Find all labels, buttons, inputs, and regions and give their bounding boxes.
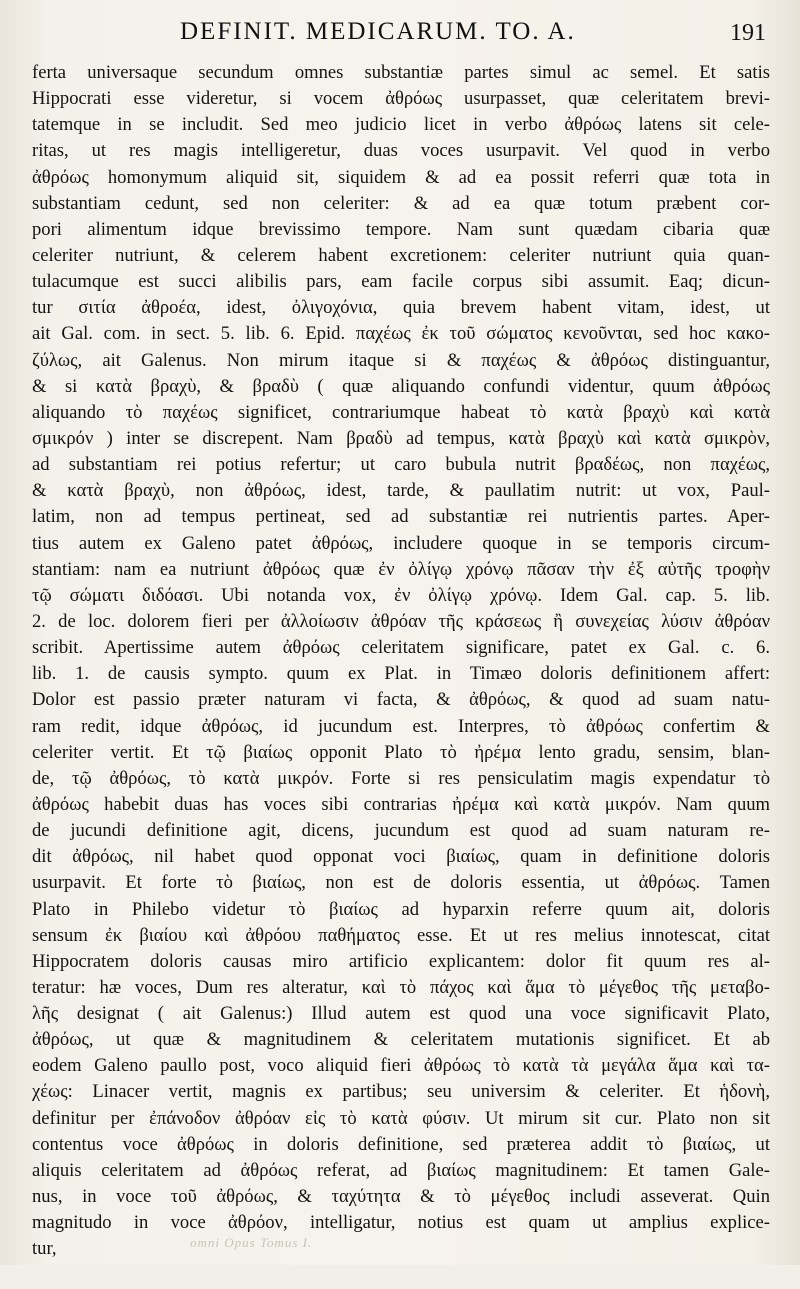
text-line: dit ἀθρόως, nil habet quod opponat voci βιαίως, quam in definitione doloris <box>32 846 770 868</box>
text-line: Plato in Philebo videtur τὸ βιαίως ad hyparxin referre quum ait, doloris <box>32 898 770 920</box>
text-line: ἀθρόως habebit duas has voces sibi contrarias ἠρέμα καὶ κατὰ μικρόν. Nam quum <box>32 793 770 815</box>
text-line: λῆς designat ( ait Galenus:) Illud autem est quod una voce significavit Plato, <box>32 1003 770 1025</box>
text-line-catchword <box>32 1262 770 1288</box>
text-line: nus, in voce τοῦ ἀθρόως, & ταχύτητα & τὸ μέγεθος includi asseverat. Quin <box>32 1186 770 1208</box>
show-through-text: omni Opus Tomus I. <box>190 1235 313 1250</box>
text-line: pori alimentum idque brevissimo tempore. Nam sunt quædam cibaria quæ <box>32 218 770 240</box>
text-line: contentus voce ἀθρόως in doloris definitione, sed præterea addit τὸ βιαίως, ut <box>32 1133 770 1155</box>
text-line: ait Gal. com. in sect. 5. lib. 6. Epid. παχέως ἐκ τοῦ σώματος κενοῦνται, sed hoc κακο- <box>32 323 770 345</box>
text-line: definitur per ἐπάνοδον ἀθρόαν εἰς τὸ κατὰ φύσιν. Ut mirum sit cur. Plato non sit <box>32 1107 770 1129</box>
text-line: Hippocrati esse videretur, si vocem ἀθρόως usurpasset, quæ celeritatem brevi- <box>32 88 770 110</box>
text-line: celeriter vertit. Et τῷ βιαίως opponit Plato τὸ ἠρέμα lento gradu, sensim, blan- <box>32 741 770 763</box>
text-line: & si κατὰ βραχὺ, & βραδὺ ( quæ aliquando confundi videntur, quum ἀθρόως <box>32 375 770 397</box>
text-line: stantiam: nam ea nutriunt ἀθρόως quæ ἐν ὀλίγῳ χρόνῳ πᾶσαν τὴν ἐξ αὐτῆς τροφὴν <box>32 558 770 580</box>
text-line: de jucundi definitione agit, dicens, jucundum est quod ad suam naturam re- <box>32 820 770 842</box>
text-line: eodem Galeno paullo post, voco aliquid fieri ἀθρόως τὸ κατὰ τὰ μεγάλα ἅμα καὶ τα- <box>32 1055 770 1077</box>
text-line: χέως: Linacer vertit, magnis ex partibus; seu universim & celeriter. Et ἡδονὴ, <box>32 1081 770 1103</box>
text-line: aliquis celeritatem ad ἀθρόως referat, ad βιαίως magnitudinem: Et tamen Gale- <box>32 1159 770 1181</box>
text-line: ritas, ut res magis intelligeretur, duas voces usurpavit. Vel quod in verbo <box>32 140 770 162</box>
running-head: DEFINIT. MEDICARUM. TO. A. <box>180 18 576 45</box>
text-line: ζύλως, ait Galenus. Non mirum itaque si & παχέως & ἀθρόως distinguantur, <box>32 349 770 371</box>
text-line: Dolor est passio præter naturam vi facta, & ἀθρόως, & quod ad suam natu- <box>32 689 770 711</box>
text-line: magnitudo in voce ἀθρόον, intelligatur, notius est quam ut amplius explice- <box>32 1212 770 1234</box>
text-line: aliquando τὸ παχέως significet, contrariumque habeat τὸ κατὰ βραχὺ καὶ κατὰ <box>32 401 770 423</box>
text-line: τῷ σώματι διδόασι. Ubi notanda vox, ἐν ὀλίγῳ χρόνῳ. Idem Gal. cap. 5. lib. <box>32 584 770 606</box>
text-line: tatemque in se includit. Sed meo judicio licet in verbo ἀθρόως latens sit cele- <box>32 114 770 136</box>
text-line: ad substantiam rei potius refertur; ut caro bubula nutrit βραδέως, non παχέως, <box>32 454 770 476</box>
text-line: ἀθρόως homonymum aliquid sit, siquidem & ad ea possit referri quæ tota in <box>32 166 770 188</box>
text-line: substantiam cedunt, sed non celeriter: & ad ea quæ totum præbent cor- <box>32 192 770 214</box>
text-line: ram redit, idque ἀθρόως, id jucundum est. Interpres, τὸ ἀθρόως confertim & <box>32 715 770 737</box>
body-text <box>32 60 770 1289</box>
text-line: tur, <box>32 1238 57 1260</box>
page-number: 191 <box>730 20 766 46</box>
text-line: ἀθρόως, ut quæ & magnitudinem & celeritatem mutationis significet. Et ab <box>32 1029 770 1051</box>
text-line: tius autem ex Galeno patet ἀθρόως, includere quoque in se temporis circum- <box>32 532 770 554</box>
text-line: & κατὰ βραχὺ, non ἀθρόως, idest, tarde, & paullatim nutrit: ut vox, Paul- <box>32 480 770 502</box>
text-line: de, τῷ ἀθρόως, τὸ κατὰ μικρόν. Forte si res pensiculatim magis expendatur τὸ <box>32 767 770 789</box>
text-line: teratur: hæ voces, Dum res alteratur, καὶ τὸ πάχος καὶ ἅμα τὸ μέγεθος τῆς μεταβο- <box>32 976 770 998</box>
text-line: celeriter nutriunt, & celerem habent excretionem: celeriter nutriunt quia quan- <box>32 244 770 266</box>
text-line: 2. de loc. dolorem fieri per ἀλλοίωσιν ἀθρόαν τῆς κράσεως ἢ συνεχείας λύσιν ἀθρόαν <box>32 610 770 632</box>
text-line: tulacumque est succi alibilis pars, eam facile corpus sibi assumit. Eaq; dicun- <box>32 271 770 293</box>
text-line: σμικρόν ) inter se discrepent. Nam βραδὺ ad tempus, κατὰ βραχὺ καὶ κατὰ σμικρὸν, <box>32 427 770 449</box>
text-line: sensum ἐκ βιαίου καὶ ἀθρόου παθήματος esse. Et ut res melius innotescat, citat <box>32 924 770 946</box>
text-line: scribit. Apertissime autem ἀθρόως celeritatem significare, patet ex Gal. c. 6. <box>32 637 770 659</box>
text-line: ferta universaque secundum omnes substantiæ partes simul ac semel. Et satis <box>32 62 770 83</box>
text-line: tur σιτία ἀθροέα, idest, ὀλιγοχόνια, quia brevem habent vitam, idest, ut <box>32 297 770 319</box>
page-header <box>30 18 770 52</box>
text-line: latim, non ad tempus pertineat, sed ad substantiæ rei nutrientis partes. Aper- <box>32 506 770 528</box>
text-line: usurpavit. Et forte τὸ βιαίως, non est de doloris essentia, ut ἀθρόως. Tamen <box>32 872 770 894</box>
text-line: Hippocratem doloris causas miro artificio explicantem: dolor fit quum res al- <box>32 950 770 972</box>
text-line: lib. 1. de causis sympto. quum ex Plat. in Timæo doloris definitionem affert: <box>32 663 770 685</box>
